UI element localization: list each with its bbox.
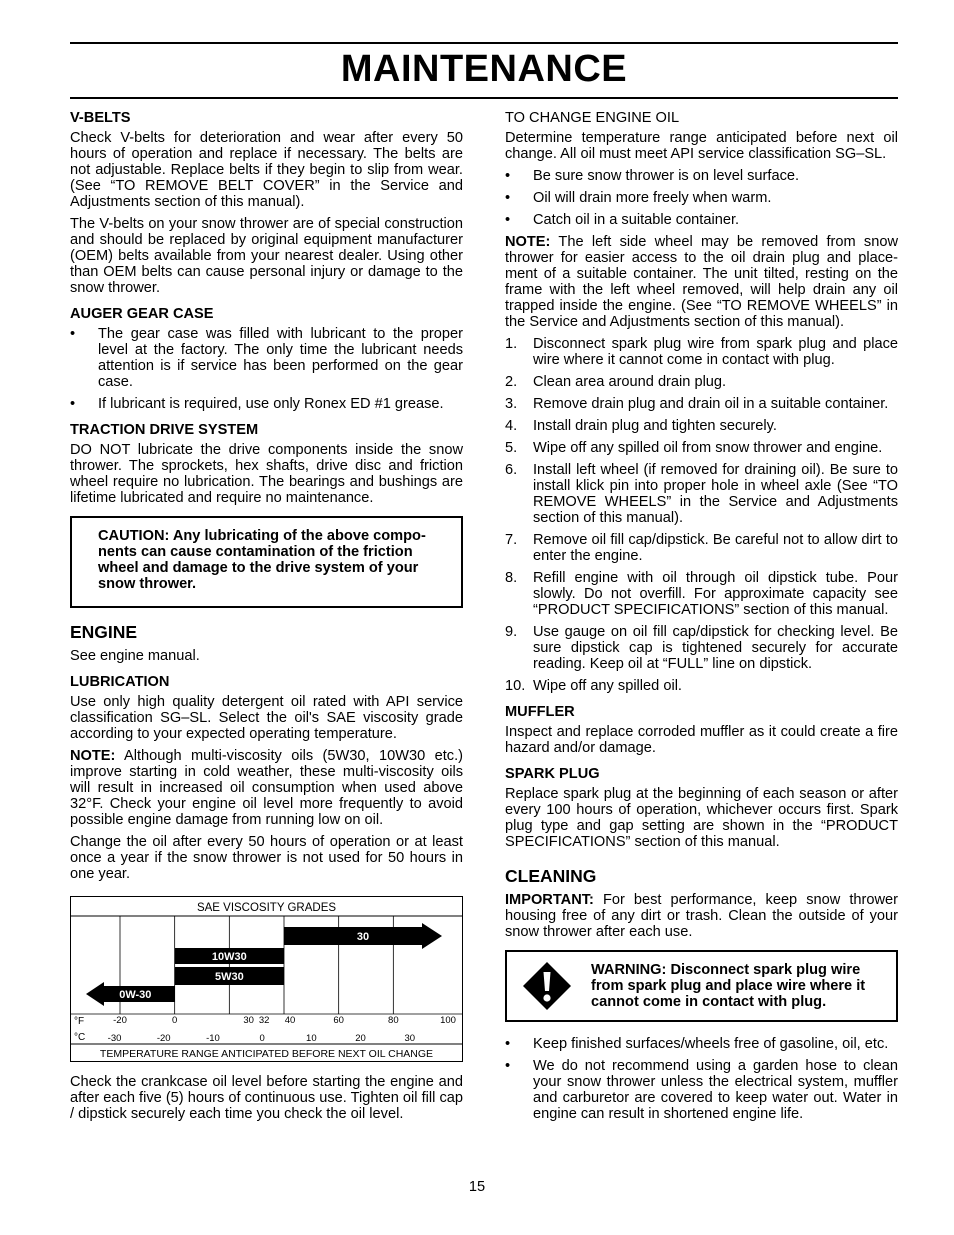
traction-paragraph: DO NOT lubricate the drive components inside the snow thrower. The sprockets, hex shafts, drive disc and friction wheel require no lubrication. The bearings and bushings are lifetime lubricated and require no maintenance. [70, 442, 463, 506]
f-tick-label: 32 [258, 1015, 270, 1026]
warning-text: WARNING: Disconnect spark plug wire from spark plug and place wire where it cannot come in contact with plug. [591, 962, 866, 1010]
list-item: • The gear case was filled with lubricant to the proper level at the factory. The only time the lubricant needs attention is if service has been performed on the gear case. [70, 326, 463, 390]
right-column [505, 110, 898, 1128]
vbelts-paragraph-1: Check V-belts for deterioration and wear after every 50 hours of operation and replace if necessary. The belts are not adjustable. Replace belts if they begin to slip from wear. (See “TO REMOVE BELT COVER” in the Service and Adjustments section of this manual). [70, 130, 463, 210]
muffler-heading: MUFFLER [505, 704, 575, 720]
auger-list [70, 326, 463, 412]
list-item: 10. Wipe off any spilled oil. [505, 678, 682, 694]
vbelts-paragraph-2: The V-belts on your snow thrower are of special construction and should be replaced by original equipment manufacturer (OEM) belts available from your nearest dealer. Using other than OEM belts can cause personal injury or damage to the snow thrower. [70, 216, 463, 296]
list-item: 1. Disconnect spark plug wire from spark plug and place wire where it cannot come in contact with plug. [505, 336, 898, 368]
cleaning-heading: CLEANING [505, 866, 597, 886]
bar-label: 5W30 [214, 971, 244, 983]
cleaning-important [505, 892, 898, 940]
bar-label: 10W30 [211, 951, 247, 963]
c-tick-label: -20 [156, 1033, 171, 1044]
viscosity-chart [70, 896, 463, 1062]
important-label: IMPORTANT: [505, 892, 594, 908]
c-tick-label: 10 [306, 1033, 317, 1044]
caution-box [70, 516, 463, 608]
lubrication-paragraph-1: Use only high quality detergent oil rated with API service classification SG–SL. Select the oil's SAE viscosity grade according to your expected operating temperature. [70, 694, 463, 742]
lubrication-heading: LUBRICATION [70, 674, 170, 690]
f-tick-label: 80 [388, 1015, 399, 1026]
note-text: The left side wheel may be removed from snow thrower for easier access to the oil drain plug and place-ment of a suitable container. The unit tilted, resting on the frame with the left wheel removed, will help drain any oil trapped inside the engine. (See “TO REMOVE WHEELS” in the Service and Adjustments section of this manual). [505, 234, 898, 330]
f-tick-label: 30 [243, 1015, 254, 1026]
c-unit-label: °C [74, 1032, 86, 1043]
spark-plug-heading: SPARK PLUG [505, 766, 600, 782]
cleaning-bullets [505, 1036, 898, 1122]
note-label: NOTE: [70, 748, 116, 764]
engine-paragraph: See engine manual. [70, 648, 200, 664]
c-tick-label: -10 [206, 1033, 220, 1044]
list-item: • Be sure snow thrower is on level surface. [505, 168, 800, 184]
warning-icon [521, 960, 573, 1012]
page-number: 15 [468, 1179, 486, 1195]
important-text: For best performance, keep snow thrower housing free of any dirt or trash. Clean the outside of your snow thrower after each use. [505, 892, 898, 940]
muffler-paragraph: Inspect and replace corroded muffler as it could create a fire hazard and/or damage. [505, 724, 898, 756]
list-item: • Oil will drain more freely when warm. [505, 190, 772, 206]
change-oil-steps [505, 336, 898, 694]
spark-plug-paragraph: Replace spark plug at the beginning of each season or after every 100 hours of operation, whichever occurs first. Spark plug type and gap setting are shown in the “PRODUCT SPECIFICATIONS” section of this manual. [505, 786, 898, 850]
note-text: Although multi-viscosity oils (5W30, 10W30 etc.) improve starting in cold weather, these multi-viscosity oils will result in increased oil consumption when used above 32°F. Check your engine oil level more frequently to avoid possible engine damage from running low on oil. [70, 748, 463, 828]
top-rule [70, 42, 898, 44]
after-chart-paragraph: Check the crankcase oil level before starting the engine and after each five (5) hours of continuous use. Tighten oil fill cap / dipstick securely each time you check the oil level. [70, 1074, 463, 1122]
left-column [70, 110, 463, 1128]
auger-heading: AUGER GEAR CASE [70, 306, 214, 322]
f-tick-label: 40 [284, 1015, 296, 1026]
c-tick-label: -30 [107, 1033, 122, 1044]
traction-heading: TRACTION DRIVE SYSTEM [70, 422, 259, 438]
list-item: 8. Refill engine with oil through oil dipstick tube. Pour slowly. Do not overfill. For approximate capacity see “PRODUCT SPECIFICATIONS” section of this manual. [505, 570, 898, 618]
f-tick-label: 60 [333, 1015, 344, 1026]
c-tick-label: 30 [404, 1033, 416, 1044]
lubrication-paragraph-3: Change the oil after every 50 hours of operation or at least once a year if the snow thrower is not used for 50 hours in one year. [70, 834, 463, 882]
change-oil-bullets [505, 168, 898, 228]
caution-text: CAUTION: Any lubricating of the above compo-nents can cause contamination of the friction wheel and damage to the drive system of your snow thrower. [98, 528, 426, 592]
f-tick-label: 0 [172, 1015, 178, 1026]
list-item: 2. Clean area around drain plug. [505, 374, 727, 390]
change-oil-heading: TO CHANGE ENGINE OIL [505, 110, 680, 126]
f-tick-label: 100 [440, 1015, 456, 1026]
list-item: 5. Wipe off any spilled oil from snow thrower and engine. [505, 440, 883, 456]
list-item: 9. Use gauge on oil fill cap/dipstick for checking level. Be sure dipstick cap is tightened securely for accurate reading. Keep oil at “FULL” line on dipstick. [505, 624, 898, 672]
engine-heading: ENGINE [70, 622, 138, 642]
c-tick-label: 0 [259, 1033, 265, 1044]
f-unit-label: °F [74, 1016, 85, 1027]
vbelts-heading: V-BELTS [70, 110, 131, 126]
note-label: NOTE: [505, 234, 551, 250]
list-item: • If lubricant is required, use only Ronex ED #1 grease. [70, 396, 444, 412]
list-item: • Keep finished surfaces/wheels free of gasoline, oil, etc. [505, 1036, 889, 1052]
lubrication-note [70, 748, 463, 828]
change-oil-note [505, 234, 898, 330]
list-item: • We do not recommend using a garden hose to clean your snow thrower unless the electrical system, muffler and carburetor are covered to keep water out. Water in engine can result in shortened engine life. [505, 1058, 898, 1122]
f-tick-label: -20 [113, 1015, 127, 1026]
chart-title: SAE VISCOSITY GRADES [196, 902, 337, 914]
warning-box [505, 950, 898, 1022]
bar-label: 30 [356, 931, 370, 943]
list-item: 6. Install left wheel (if removed for draining oil). Be sure to install klick pin into proper hole in wheel axle (See “TO REMOVE WHEELS” in the Service and Adjustments section of this manual). [505, 462, 898, 526]
change-oil-paragraph: Determine temperature range anticipated before next oil change. All oil must meet API service classification SG–SL. [505, 130, 898, 162]
list-item: 7. Remove oil fill cap/dipstick. Be careful not to allow dirt to enter the engine. [505, 532, 898, 564]
list-item: 3. Remove drain plug and drain oil in a suitable container. [505, 396, 889, 412]
title-underline [70, 97, 898, 99]
c-tick-label: 20 [355, 1033, 366, 1044]
list-item: 4. Install drain plug and tighten securely. [505, 418, 777, 434]
list-item: • Catch oil in a suitable container. [505, 212, 740, 228]
page-title: MAINTENANCE [340, 48, 628, 90]
chart-xlabel: TEMPERATURE RANGE ANTICIPATED BEFORE NEXT OIL CHANGE [99, 1048, 434, 1060]
bar-label: 0W-30 [119, 989, 152, 1001]
